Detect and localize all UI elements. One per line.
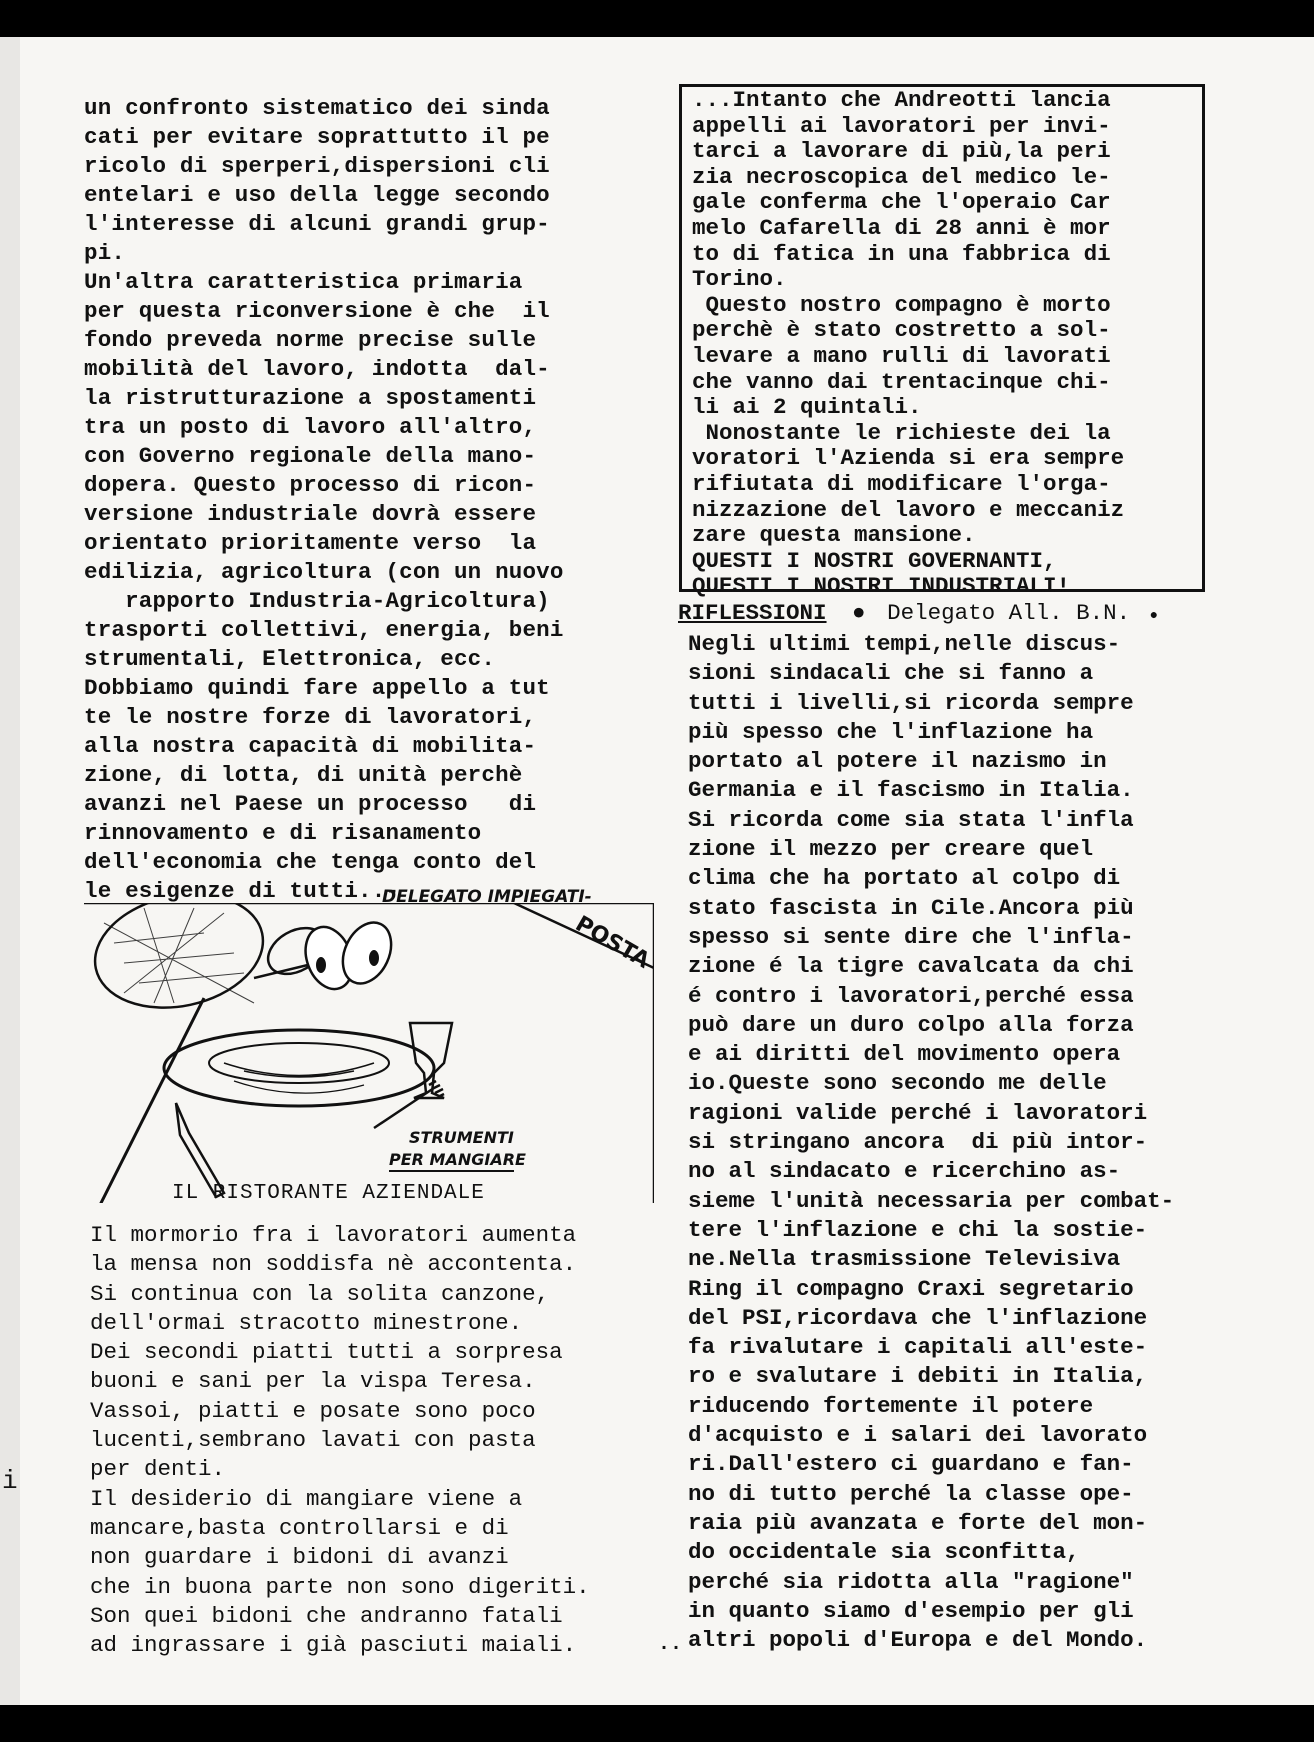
posta-stamp — [514, 903, 654, 974]
text-line: QUESTI I NOSTRI INDUSTRIALI! — [692, 573, 1071, 600]
text-line: zione é la tigre cavalcata da chi — [688, 953, 1134, 980]
riflessioni-header — [678, 600, 1158, 626]
text-line: un confronto sistematico dei sinda — [84, 95, 550, 121]
text-line: fondo preveda norme precise sulle — [84, 327, 537, 353]
butterfly-net-icon — [84, 903, 332, 1203]
text-line: pi. — [84, 240, 126, 266]
text-line: é contro i lavoratori,perché essa — [688, 982, 1134, 1009]
text-line: la ristrutturazione a spostamenti — [84, 385, 537, 411]
text-line: alla nostra capacità di mobilita- — [84, 733, 537, 759]
text-line: rifiutata di modificare l'orga- — [692, 470, 1111, 497]
binding-spine — [0, 37, 22, 1705]
text-line: no di tutto perché la classe ope- — [688, 1480, 1134, 1507]
text-line: Torino. — [692, 266, 787, 293]
text-line: e ai diritti del movimento opera — [688, 1041, 1121, 1068]
text-line: Nonostante le richieste dei la — [692, 419, 1111, 446]
text-line: appelli ai lavoratori per invi- — [692, 112, 1111, 139]
text-line: dopera. Questo processo di ricon- — [84, 472, 537, 498]
poem-line: per denti. — [90, 1456, 226, 1483]
text-line: perchè è stato costretto a sol- — [692, 317, 1111, 344]
posta-label: POSTA — [571, 911, 654, 974]
text-line: per questa riconversione è che il — [84, 298, 550, 324]
signature-delegato-impiegati: DELEGATO IMPIEGATI- — [382, 887, 592, 907]
text-line: versione industriale dovrà essere — [84, 501, 537, 527]
text-line: Ring il compagno Craxi segretario — [688, 1275, 1134, 1302]
poem-line: Son quei bidoni che andranno fatali — [90, 1602, 563, 1629]
margin-mark: i — [2, 1466, 18, 1496]
text-line: nizzazione del lavoro e meccaniz — [692, 496, 1125, 523]
text-line: te le nostre forze di lavoratori, — [84, 704, 537, 730]
text-line: edilizia, agricoltura (con un nuovo — [84, 559, 564, 585]
bullet-icon: ● — [1149, 608, 1159, 624]
poem-line: lucenti,sembrano lavati con pasta — [90, 1427, 536, 1454]
fork-icon — [374, 1081, 444, 1128]
text-line: gale conferma che l'operaio Car — [692, 189, 1111, 216]
text-line: ricolo di sperperi,dispersioni cli — [84, 153, 550, 179]
text-line: cati per evitare soprattutto il pe — [84, 124, 550, 150]
bullet-icon: ● — [852, 600, 866, 626]
riflessioni-heading: RIFLESSIONI — [678, 600, 827, 626]
text-line: Un'altra caratteristica primaria — [84, 269, 523, 295]
text-line: zia necroscopica del medico le- — [692, 163, 1111, 190]
soup-plate-icon — [164, 1030, 434, 1106]
poem-line: la mensa non soddisfa nè accontenta. — [90, 1251, 577, 1278]
text-line: do occidentale sia sconfitta, — [688, 1539, 1080, 1566]
poem-line: buoni e sani per la vispa Teresa. — [90, 1368, 536, 1395]
text-line: Dobbiamo quindi fare appello a tut — [84, 675, 550, 701]
text-line: con Governo regionale della mano- — [84, 443, 537, 469]
text-line: levare a mano rulli di lavorati — [692, 342, 1111, 369]
text-line: le esigenze di tutti..- — [84, 878, 400, 904]
caption-line-1: STRUMENTI — [409, 1128, 514, 1147]
text-line: sioni sindacali che si fanno a — [688, 660, 1094, 687]
text-line: no al sindacato e ricerchino as- — [688, 1158, 1121, 1185]
text-line: QUESTI I NOSTRI GOVERNANTI, — [692, 547, 1057, 574]
text-line: li ai 2 quintali. — [692, 394, 922, 421]
text-line: spesso si sente dire che l'infla- — [688, 923, 1134, 950]
text-line: entelari e uso della legge secondo — [84, 182, 550, 208]
text-line: altri popoli d'Europa e del Mondo. — [688, 1627, 1148, 1654]
text-line: sieme l'unità necessaria per combat- — [688, 1187, 1175, 1214]
text-line: Germania e il fascismo in Italia. — [688, 777, 1134, 804]
text-line: trasporti collettivi, energia, beni — [84, 617, 564, 643]
poem-line: dell'ormai stracotto minestrone. — [90, 1309, 523, 1336]
text-line: ...Intanto che Andreotti lancia — [692, 87, 1111, 113]
text-line: zare questa mansione. — [692, 522, 976, 549]
text-line: ri.Dall'estero ci guardano e fan- — [688, 1451, 1134, 1478]
text-line: tere l'inflazione e chi la sostie- — [688, 1216, 1148, 1243]
poem-line: Si continua con la solita canzone, — [90, 1280, 550, 1307]
text-line: ragioni valide perché i lavoratori — [688, 1099, 1148, 1126]
text-line: ro e svalutare i debiti in Italia, — [688, 1363, 1148, 1390]
text-line: Si ricorda come sia stata l'infla — [688, 806, 1134, 833]
boxed-note — [692, 88, 1192, 600]
text-line: più spesso che l'inflazione ha — [688, 718, 1094, 745]
text-line: riducendo fortemente il potere — [688, 1392, 1094, 1419]
poem-line: Dei secondi piatti tutti a sorpresa — [90, 1339, 563, 1366]
text-line: strumentali, Elettronica, ecc. — [84, 646, 496, 672]
poem-line: Vassoi, piatti e posate sono poco — [90, 1397, 536, 1424]
caption-line-2: PER MANGIARE — [389, 1150, 526, 1169]
text-line: rinnovamento e di risanamento — [84, 820, 482, 846]
text-line: melo Cafarella di 28 anni è mor — [692, 214, 1111, 241]
text-line: d'acquisto e i salari dei lavorato — [688, 1422, 1148, 1449]
text-line: tutti i livelli,si ricorda sempre — [688, 689, 1134, 716]
text-line: tra un posto di lavoro all'altro, — [84, 414, 537, 440]
poem-line: Il desiderio di mangiare viene a — [90, 1485, 523, 1512]
footer-mark: .. — [658, 1633, 683, 1656]
illustration-drawing — [84, 903, 654, 1203]
text-line: zione il mezzo per creare quel — [688, 836, 1094, 863]
left-column-article — [84, 94, 669, 906]
text-line: si stringano ancora di più intor- — [688, 1129, 1148, 1156]
text-line: portato al potere il nazismo in — [688, 748, 1107, 775]
poem — [90, 1221, 660, 1660]
poem-line: non guardare i bidoni di avanzi — [90, 1544, 509, 1571]
text-line: perché sia ridotta alla "ragione" — [688, 1568, 1134, 1595]
text-line: avanzi nel Paese un processo di — [84, 791, 537, 817]
poem-line: ad ingrassare i già pasciuti maiali. — [90, 1632, 577, 1659]
text-line: del PSI,ricordava che l'inflazione — [688, 1304, 1148, 1331]
text-line: dell'economia che tenga conto del — [84, 849, 537, 875]
text-line: voratori l'Azienda si era sempre — [692, 445, 1125, 472]
text-line: zione, di lotta, di unità perchè — [84, 762, 523, 788]
text-line: può dare un duro colpo alla forza — [688, 1011, 1134, 1038]
poem-line: mancare,basta controllarsi e di — [90, 1514, 509, 1541]
text-line: clima che ha portato al colpo di — [688, 865, 1121, 892]
riflessioni-byline: Delegato All. B.N. — [887, 600, 1131, 626]
text-line: Questo nostro compagno è morto — [692, 291, 1111, 318]
text-line: orientato prioritamente verso la — [84, 530, 537, 556]
text-line: stato fascista in Cile.Ancora più — [688, 894, 1134, 921]
text-line: tarci a lavorare di più,la peri — [692, 138, 1111, 165]
text-line: raia più avanzata e forte del mon- — [688, 1509, 1148, 1536]
text-line: che vanno dai trentacinque chi- — [692, 368, 1111, 395]
text-line: ne.Nella trasmissione Televisiva — [688, 1246, 1121, 1273]
poem-line: Il mormorio fra i lavoratori aumenta — [90, 1222, 577, 1248]
text-line: mobilità del lavoro, indotta dal- — [84, 356, 550, 382]
text-line: l'interesse di alcuni grandi grup- — [84, 211, 550, 237]
text-line: rapporto Industria-Agricoltura) — [84, 588, 550, 614]
potatoes-icon — [297, 915, 400, 996]
text-line: io.Queste sono secondo me delle — [688, 1070, 1107, 1097]
ristorante-title: IL RISTORANTE AZIENDALE — [172, 1182, 485, 1205]
text-line: Negli ultimi tempi,nelle discus- — [688, 631, 1121, 657]
poem-line: che in buona parte non sono digeriti. — [90, 1573, 590, 1600]
text-line: fa rivalutare i capitali all'este- — [688, 1334, 1148, 1361]
riflessioni-body — [688, 630, 1248, 1655]
text-line: to di fatica in una fabbrica di — [692, 240, 1111, 267]
text-line: in quanto siamo d'esempio per gli — [688, 1597, 1134, 1624]
